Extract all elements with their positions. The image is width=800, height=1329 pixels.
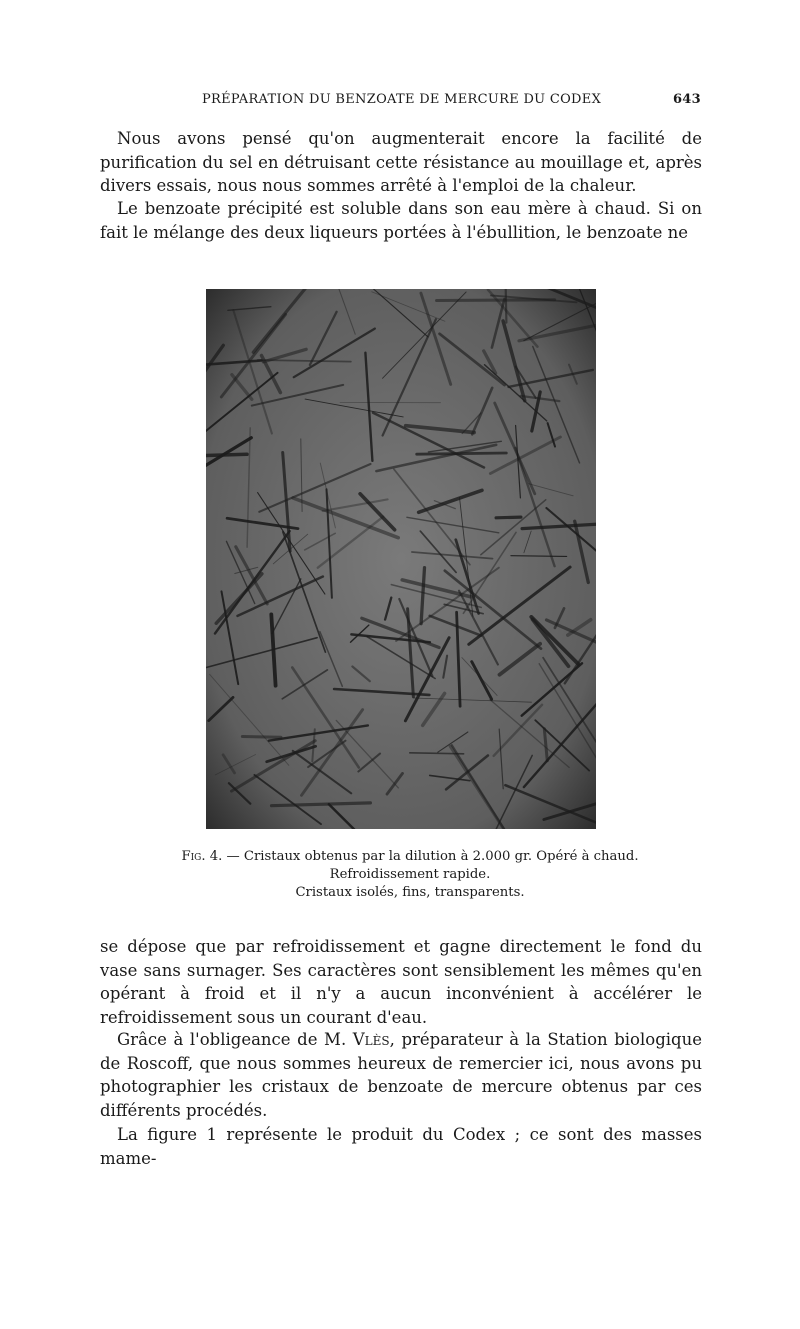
figure-label: Fig. 4. xyxy=(181,849,223,864)
paragraph-1: Nous avons pensé qu'on augmenterait encore la facilité de purification du sel en détruisant cette résistance au mouillage et, après divers essais, nous nous sommes arrêté à l'emploi de la chaleur. xyxy=(100,129,702,196)
paragraph-4 xyxy=(100,1028,702,1122)
crystal-photograph xyxy=(206,289,596,829)
paragraph-4-before: Grâce à l'obligeance de M. xyxy=(117,1030,353,1049)
paragraph-2: Le benzoate précipité est soluble dans son eau mère à chaud. Si on fait le mélange des deux liqueurs portées à l'ébullition, le benzoate ne xyxy=(100,199,702,242)
paragraph-5: La figure 1 représente le produit du Codex ; ce sont des masses mame- xyxy=(100,1125,702,1168)
running-head-title: PRÉPARATION DU BENZOATE DE MERCURE DU CODEX xyxy=(202,92,602,107)
caption-line-2: Refroidissement rapide. xyxy=(329,867,491,882)
crystal-needle xyxy=(506,289,507,323)
figure-caption xyxy=(130,848,690,902)
caption-line-3: Cristaux isolés, fins, transparents. xyxy=(295,885,525,900)
crystal-needle xyxy=(511,556,567,557)
paragraph-3: se dépose que par refroidissement et gagne directement le fond du vase sans surnager. Ses caractères sont sensiblement les mêmes qu'en opérant à froid et il n'y a aucun inconvénient à accélérer le refroidissement sous un courant d'eau. xyxy=(100,937,702,1027)
crystal-needle xyxy=(242,737,281,738)
paragraph-4-after: , préparateur à la Station biologique de Roscoff, que nous sommes heureux de remercier ici, nous avons pu photographier les cristaux de benzoate de mercure obtenus par ces différents procédés. xyxy=(100,1030,702,1120)
author-name: Vlès xyxy=(352,1030,390,1049)
page-number: 643 xyxy=(672,92,701,107)
running-head xyxy=(98,92,701,112)
caption-line-1: — Cristaux obtenus par la dilution à 2.000 gr. Opéré à chaud. xyxy=(222,849,639,864)
crystal-photo-icon xyxy=(206,289,596,829)
crystal-needle xyxy=(206,454,247,456)
crystal-needle xyxy=(496,517,521,518)
